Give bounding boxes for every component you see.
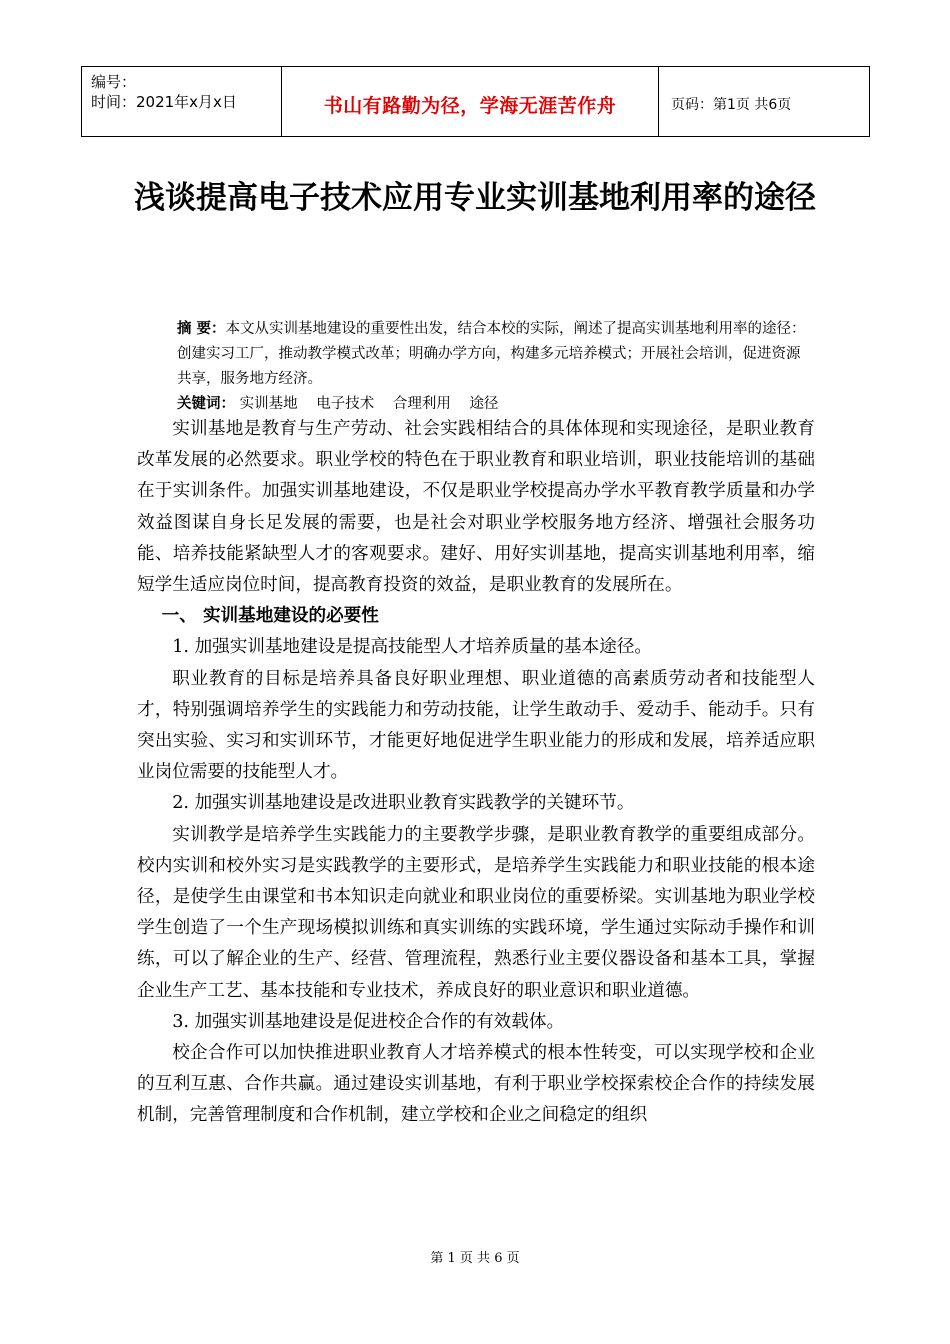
keyword-item: 实训基地: [239, 396, 298, 412]
body-paragraph: 校企合作可以加快推进职业教育人才培养模式的根本性转变，可以实现学校和企业的互利互惠、合作共赢。通过建设实训基地，有利于职业学校探索校企合作的持续发展机制，完善管理制度和合作机制，建立学校和企业之间稳定的组织: [137, 1043, 815, 1126]
body-paragraph: 实训教学是培养学生实践能力的主要教学步骤，是职业教育教学的重要组成部分。校内实训和校外实习是实践教学的主要形式，是培养学生实践能力和职业技能的根本途径，是使学生由课堂和书本知识走向就业和职业岗位的重要桥梁。实训基地为职业学校学生创造了一个生产现场模拟训练和真实训练的实践环境，学生通过实际动手操作和训练，可以了解企业的生产、经营、管理流程，熟悉行业主要仪器设备和基本工具，掌握企业生产工艺、基本技能和专业技术，养成良好的职业意识和职业道德。: [137, 824, 815, 1001]
point-heading: 2. 加强实训基地建设是改进职业教育实践教学的关键环节。: [172, 793, 635, 814]
header-page-cell: [659, 67, 870, 137]
page-footer: 第 1 页 共 6 页: [430, 1251, 520, 1266]
time-label: 时间：2021年x月x日: [91, 93, 237, 111]
keyword-item: 合理利用: [392, 396, 451, 412]
abstract-text: 本文从实训基地建设的重要性出发，结合本校的实际，阐述了提高实训基地利用率的途径：创建实习工厂，推动教学模式改革；明确办学方向，构建多元培养模式；开展社会培训，促进资源共享，服务地方经济。: [177, 321, 806, 387]
keywords-label: 关键词：: [177, 396, 235, 412]
abstract-label: 摘 要：: [177, 321, 226, 337]
document-title: 浅谈提高电子技术应用专业实训基地利用率的途径: [134, 180, 816, 216]
keyword-item: 途径: [469, 396, 499, 412]
header-left-cell: [82, 67, 282, 137]
document-header-table: [81, 66, 870, 137]
point-heading: 1. 加强实训基地建设是提高技能型人才培养质量的基本途径。: [172, 637, 653, 658]
number-label: 编号：: [91, 73, 137, 91]
motto-text: 书山有路勤为径，学海无涯苦作舟: [323, 95, 617, 117]
page-info: 页码：第1页 共6页: [671, 97, 792, 113]
body-paragraph: 职业教育的目标是培养具备良好职业理想、职业道德的高素质劳动者和技能型人才，特别强调培养学生的实践能力和劳动技能，让学生敢动手、爱动手、能动手。只有突出实验、实习和实训环节，才能更好地促进学生职业能力的形成和发展，培养适应职业岗位需要的技能型人才。: [137, 668, 815, 783]
point-heading: 3. 加强实训基地建设是促进校企合作的有效载体。: [172, 1011, 565, 1032]
intro-paragraph: 实训基地是教育与生产劳动、社会实践相结合的具体体现和实现途径，是职业教育改革发展的必然要求。职业学校的特色在于职业教育和职业培训，职业技能培训的基础在于实训条件。加强实训基地建设，不仅是职业学校提高办学水平教育教学质量和办学效益图谋自身长足发展的需要，也是社会对职业学校服务地方经济、增强社会服务功能、培养技能紧缺型人才的客观要求。建好、用好实训基地，提高实训基地利用率，缩短学生适应岗位时间，提高教育投资的效益，是职业教育的发展所在。: [137, 419, 815, 596]
header-motto-cell: [282, 67, 659, 137]
keyword-item: 电子技术: [316, 396, 375, 412]
section-heading: 一、 实训基地建设的必要性: [161, 606, 379, 627]
abstract: [177, 317, 807, 392]
document-body: [137, 414, 815, 1132]
